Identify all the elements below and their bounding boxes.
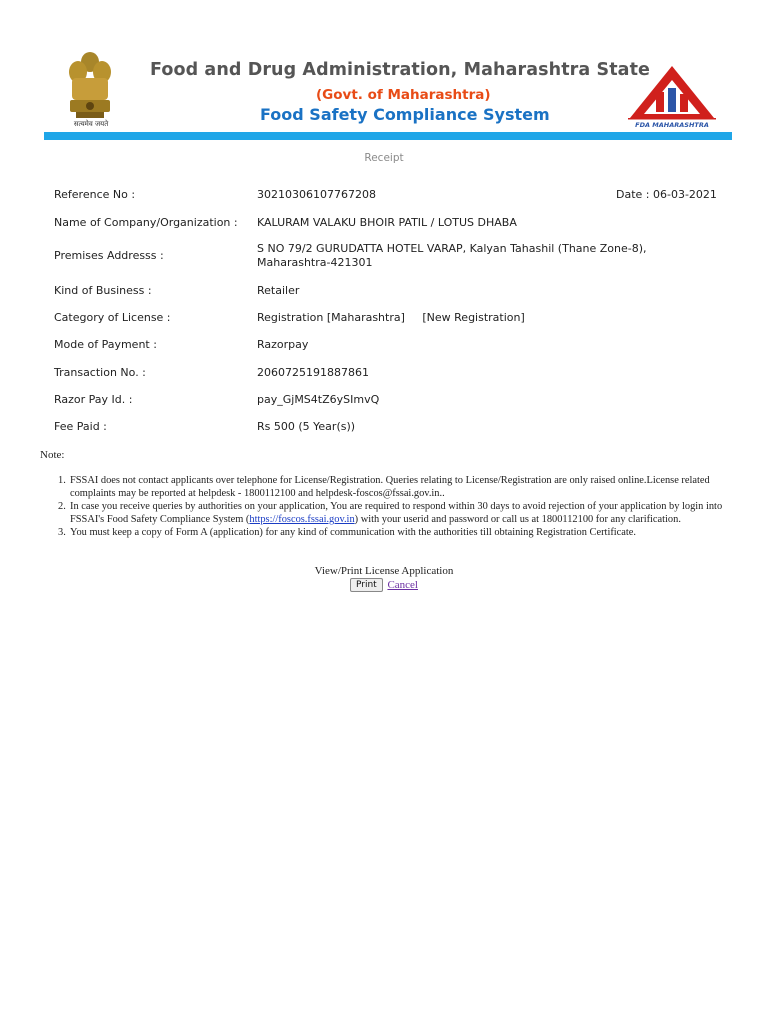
page-title: Food and Drug Administration, Maharashtra State [150,60,651,80]
note-number: 1. [58,475,66,486]
note-item [58,526,734,539]
cancel-link[interactable]: Cancel [387,579,418,591]
payment-label: Mode of Payment : [54,338,157,351]
category-label: Category of License : [54,311,171,324]
system-title: Food Safety Compliance System [260,105,550,124]
govt-subtitle: (Govt. of Maharashtra) [316,87,491,103]
business-value: Retailer [257,284,300,297]
foscos-link[interactable]: https://foscos.fssai.gov.in [249,514,355,525]
razorpay-label: Razor Pay Id. : [54,393,133,406]
view-print-label: View/Print License Application [314,565,454,577]
receipt-title: Receipt [364,152,404,164]
transaction-label: Transaction No. : [54,366,146,379]
company-value: KALURAM VALAKU BHOIR PATIL / LOTUS DHABA [257,216,517,229]
fee-label: Fee Paid : [54,420,107,433]
note-item [58,474,734,500]
category-value: Registration [Maharashtra] [New Registration] [257,311,525,324]
print-button[interactable]: Print [350,578,383,592]
reference-value: 30210306107767208 [257,188,376,201]
transaction-value: 2060725191887861 [257,366,369,379]
fee-value: Rs 500 (5 Year(s)) [257,420,356,433]
company-label: Name of Company/Organization : [54,216,238,229]
note-text-after: ) with your userid and password or call us at 1800112100 for any clarification. [354,514,681,525]
page-header [44,42,732,142]
actions-row [0,578,768,592]
header-divider [44,132,732,140]
reference-label: Reference No : [54,188,136,201]
premises-label: Premises Addresss : [54,249,164,262]
date-value: Date : 06-03-2021 [616,188,717,201]
note-number: 2. [58,501,66,512]
payment-value: Razorpay [257,338,309,351]
fda-maharashtra-logo-icon [626,64,718,130]
note-number: 3. [58,527,66,538]
note-text: FSSAI does not contact applicants over telephone for License/Registration. Queries relating to License/Registration are only raised online.License related complaints may be reported at helpdesk - 1800112100 and helpdesk-foscos@fssai.gov.in.. [70,475,710,499]
premises-value: S NO 79/2 GURUDATTA HOTEL VARAP, Kalyan Tahashil (Thane Zone-8), Maharashtra-421301 [257,242,647,269]
note-label: Note: [40,449,65,461]
note-text: In case you receive queries by authorities on your application, You are required to respond within 30 days to avoid rejection of your application by login into FSSAI's Food Safety Compliance System ( [70,501,723,525]
fda-logo-text: FDA MAHARASHTRA [635,121,709,129]
razorpay-value: pay_GjMS4tZ6ySImvQ [257,393,380,406]
business-label: Kind of Business : [54,284,152,297]
note-text: You must keep a copy of Form A (application) for any kind of communication with the authorities till obtaining Registration Certificate. [70,527,636,538]
note-item [58,500,734,526]
emblem-caption: सत्यमेव जयते [73,120,109,128]
notes-list [58,474,734,539]
